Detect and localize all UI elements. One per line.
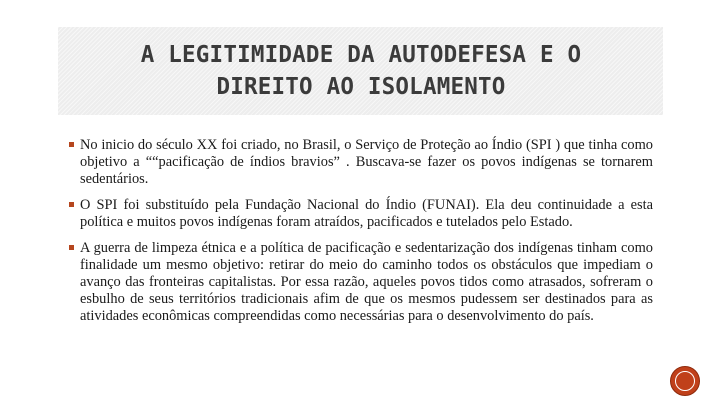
list-item: [80, 197, 653, 231]
square-bullet-icon: [69, 245, 74, 250]
list-item: [80, 137, 653, 188]
bullet-text: A guerra de limpeza étnica e a política de pacificação e sedentarização dos indígenas tinham como finalidade um mesmo objetivo: retirar do meio do caminho todos os obstáculos que impediam o avanço das fronteiras capitalistas. Por essa razão, aqueles povos tidos como atrasados, sofreram o esbulho de seus territórios tradicionais afim de que os mesmos pudessem ser destinados para as atividades econômicas compreendidas como necessárias para o desenvolvimento do país.: [80, 240, 653, 324]
circle-badge-icon: [670, 366, 700, 396]
bullet-list: [80, 137, 653, 334]
bullet-text: No inicio do século XX foi criado, no Brasil, o Serviço de Proteção ao Índio (SPI ) que tinha como objetivo a ““pacificação de índios bravios” . Buscava-se fazer os povos indígenas se tornarem sedentários.: [80, 137, 653, 187]
title-band: [58, 27, 663, 115]
square-bullet-icon: [69, 202, 74, 207]
list-item: [80, 240, 653, 325]
slide-title: A LEGITIMIDADE DA AUTODEFESA E O DIREITO AO ISOLAMENTO: [140, 42, 581, 100]
square-bullet-icon: [69, 142, 74, 147]
bullet-text: O SPI foi substituído pela Fundação Nacional do Índio (FUNAI). Ela deu continuidade a esta política e muitos povos indígenas foram atraídos, pacificados e tutelados pelo Estado.: [80, 197, 653, 230]
ring-icon: [675, 371, 695, 391]
